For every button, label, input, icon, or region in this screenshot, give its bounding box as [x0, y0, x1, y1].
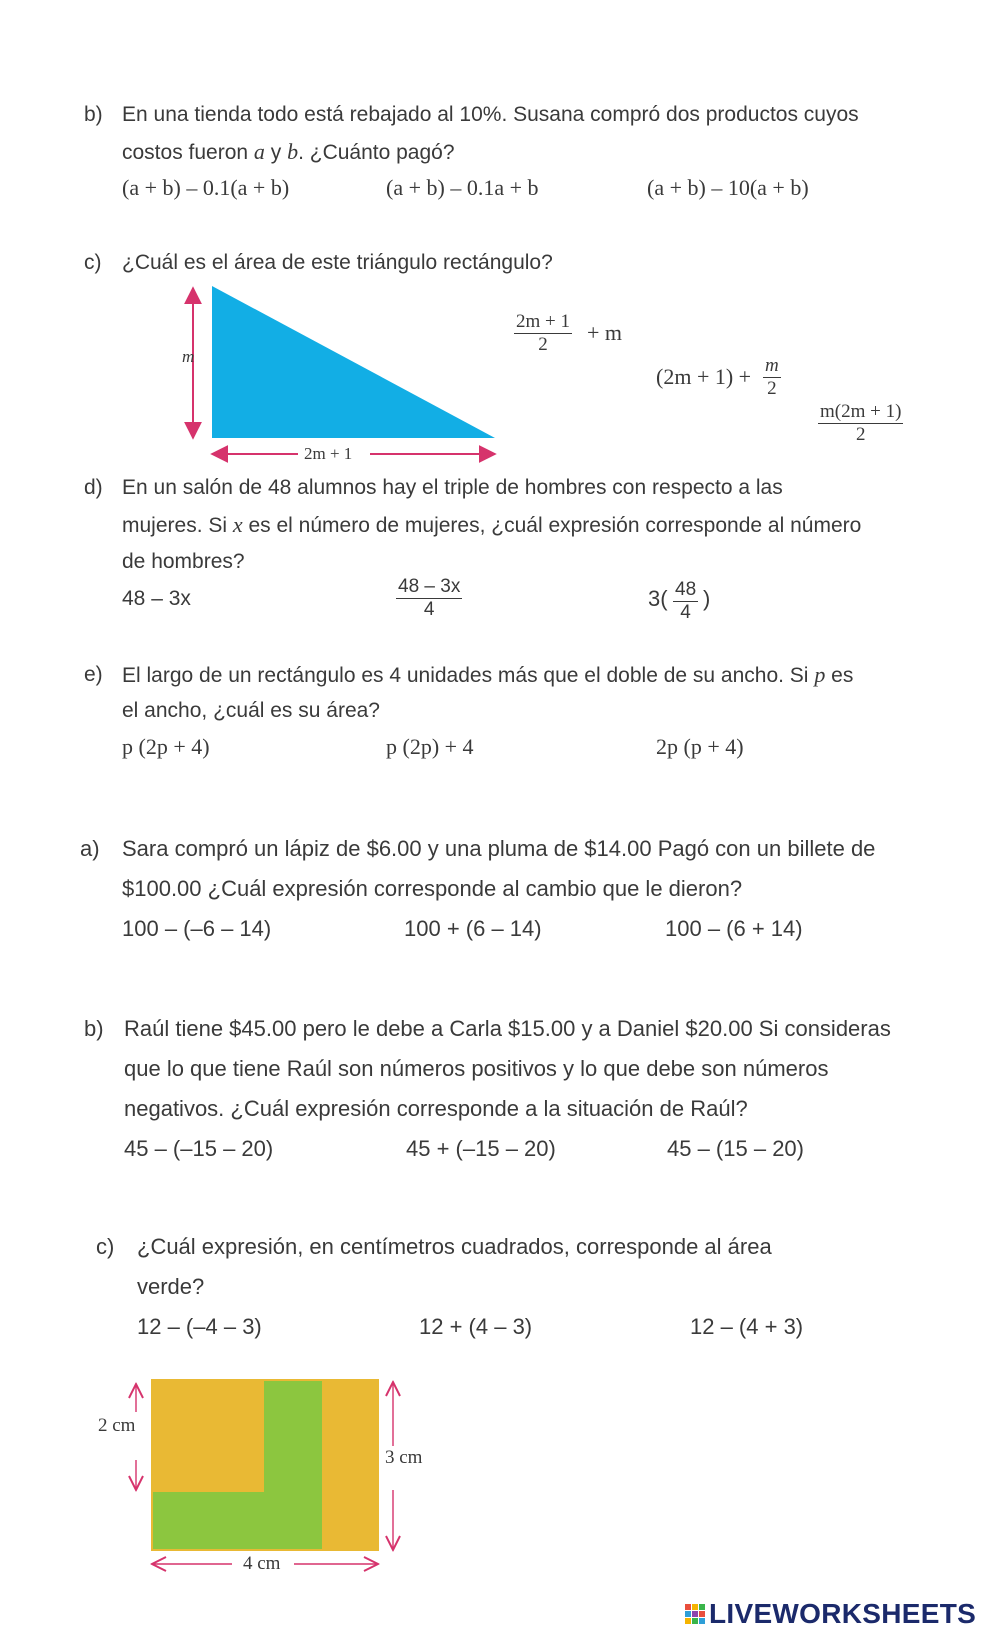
answer-option[interactable]: 3( [648, 586, 668, 611]
question-line: Sara compró un lápiz de $6.00 y una pluma de $14.00 Pagó con un billete de [122, 836, 876, 861]
answer-option[interactable]: 45 + (–15 – 20) [406, 1136, 556, 1161]
answer-option[interactable]: (a + b) – 0.1(a + b) [122, 175, 290, 200]
logo-icon [685, 1604, 705, 1624]
item-letter: a) [80, 836, 100, 861]
dimension-label-bottom: 4 cm [243, 1553, 281, 1574]
answer-option[interactable]: p (2p + 4) [122, 734, 210, 759]
question-line: mujeres. Si x es el número de mujeres, ¿cuál expresión corresponde al número [122, 512, 862, 537]
answer-option[interactable]: 100 + (6 – 14) [404, 916, 542, 941]
item-letter: b) [84, 103, 103, 126]
item-letter: c) [84, 251, 102, 274]
answer-option-fraction: $\frac{48}{4}$ [675, 579, 697, 623]
closing-paren: ) [703, 586, 711, 611]
triangle-height-label: m [182, 347, 195, 366]
answer-option[interactable]: 48 – 3x [122, 587, 191, 610]
dimension-label-right: 3 cm [385, 1447, 423, 1468]
answer-option-fraction: $\frac{m}{2}$ [765, 355, 779, 399]
answer-option[interactable]: (2m + 1) + [656, 364, 752, 389]
answer-option-fraction[interactable]: $\frac{2m + 1}{2}$ [516, 311, 570, 355]
figure-yellow-square [152, 1380, 264, 1492]
answer-option[interactable]: 12 + (4 – 3) [419, 1314, 533, 1339]
question-line: ¿Cuál expresión, en centímetros cuadrados, corresponde al área [137, 1234, 772, 1259]
figure-yellow-strip [322, 1380, 378, 1550]
answer-option-fraction[interactable]: $\frac{48 - 3x}{4}$ [398, 576, 461, 620]
triangle-base-label: 2m + 1 [304, 444, 353, 463]
answer-option-tail: + m [587, 320, 623, 345]
question-line: El largo de un rectángulo es 4 unidades más que el doble de su ancho. Si p es [122, 662, 854, 687]
answer-option[interactable]: 100 – (6 + 14) [665, 916, 803, 941]
item-letter: b) [84, 1016, 104, 1041]
answer-option[interactable]: (a + b) – 0.1a + b [386, 175, 539, 200]
question-line: En una tienda todo está rebajado al 10%. Susana compró dos productos cuyos [122, 103, 859, 126]
question-line: el ancho, ¿cuál es su área? [122, 699, 380, 722]
answer-option[interactable]: 45 – (15 – 20) [667, 1136, 804, 1161]
answer-option[interactable]: (a + b) – 10(a + b) [647, 175, 809, 200]
liveworksheets-logo [685, 1598, 976, 1630]
answer-option-fraction[interactable]: $\frac{m(2m + 1)}{2}$ [820, 401, 902, 445]
answer-option[interactable]: p (2p) + 4 [386, 734, 474, 759]
question-line: costos fueron a y b. ¿Cuánto pagó? [122, 139, 455, 164]
answer-option[interactable]: 12 – (4 + 3) [690, 1314, 804, 1339]
answer-option[interactable]: 2p (p + 4) [656, 734, 744, 759]
item-letter: c) [96, 1234, 115, 1259]
question-line: Raúl tiene $45.00 pero le debe a Carla $15.00 y a Daniel $20.00 Si consideras [124, 1016, 891, 1041]
question-line: $100.00 ¿Cuál expresión corresponde al cambio que le dieron? [122, 876, 743, 901]
logo-text: LIVEWORKSHEETS [709, 1598, 977, 1629]
item-letter: d) [84, 476, 103, 499]
question-line: En un salón de 48 alumnos hay el triple de hombres con respecto a las [122, 476, 783, 499]
item-letter: e) [84, 663, 103, 686]
right-triangle [212, 286, 495, 438]
dimension-label-left: 2 cm [98, 1415, 136, 1436]
question-line: que lo que tiene Raúl son números positivos y lo que debe son números [124, 1056, 829, 1081]
answer-option[interactable]: 45 – (–15 – 20) [124, 1136, 274, 1161]
answer-option[interactable]: 100 – (–6 – 14) [122, 916, 272, 941]
answer-option[interactable]: 12 – (–4 – 3) [137, 1314, 262, 1339]
question-line: negativos. ¿Cuál expresión corresponde a la situación de Raúl? [124, 1096, 748, 1121]
question-line: ¿Cuál es el área de este triángulo rectángulo? [122, 251, 553, 274]
question-line: verde? [137, 1274, 205, 1299]
question-line: de hombres? [122, 550, 245, 573]
